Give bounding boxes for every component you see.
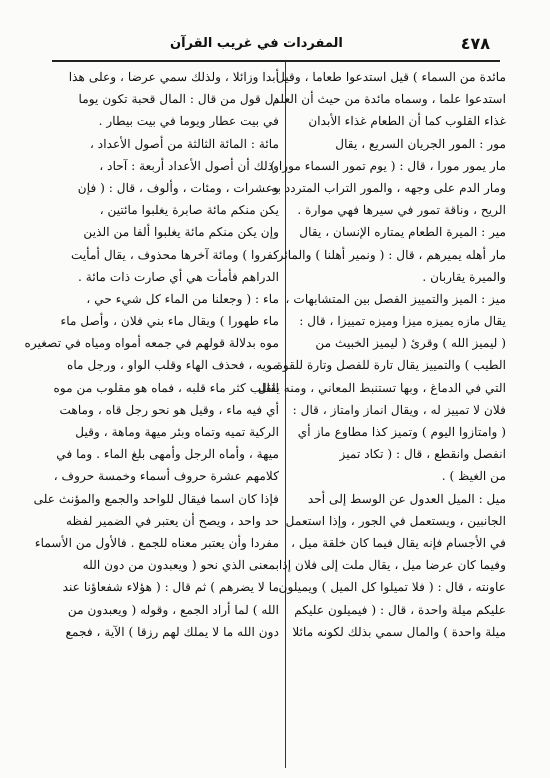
text-line: مائدة من السماء ) قيل استدعوا طعاما ، وقيل — [276, 70, 506, 84]
text-line: الجانبين ، ويستعمل في الجور ، وإذا استعمل — [285, 513, 506, 528]
text-line: بمعنى الذي نحو ( ويعبدون من دون الله — [82, 558, 279, 573]
text-line: ( وامتازوا اليوم ) وتميز كذا مطاوع ماز أي — [297, 425, 506, 439]
text-line: فلان لا تمييز له ، ويقال انماز وامتاز ، قال : — [292, 402, 506, 417]
text-line: ومار الدم على وجهه ، والمور التراب المتردد به — [271, 180, 506, 195]
text-line: مار يمور مورا ، قال : ( يوم تمور السماء مورا ) — [270, 158, 506, 173]
text-line: مويه ، فحذف الهاء وقلب الواو ، ورجل ماه — [66, 358, 279, 373]
text-line: مفردا وأن يعتبر معناه للجمع . فالأول من الأسماء — [34, 535, 279, 550]
text-line: التي في الدماغ ، وبها تستنبط المعاني ، ومنه يقال — [257, 380, 506, 395]
text-line: ماء : ( وجعلنا من الماء كل شيء حي ، — [86, 291, 279, 306]
text-line: الله ) لما أراد الجمع ، وقوله ( ويعبدون من — [67, 602, 279, 617]
text-line: ميل : الميل العدول عن الوسط إلى أحد — [307, 491, 506, 506]
text-line: وفيما كان عرضا ميل ، يقال ملت إلى فلان إذا — [278, 558, 506, 573]
text-line: ميلة واحدة ) والمال سمي بذلك لكونه مائلا — [292, 624, 506, 639]
text-line: عليكم ميلة واحدة ، قال : ( فيميلون عليكم — [294, 602, 506, 617]
text-line: ( ليميز الله ) وقرئ ( ليميز الخبيث من — [315, 336, 506, 351]
text-line: ميز : الميز والتمييز الفصل بين المتشابهات ، — [285, 291, 506, 306]
text-line: حد واحد ، ويصح أن يعتبر في الضمير لفظه — [66, 513, 279, 528]
text-line: أبدا وزائلا ، ولذلك سمي عرضا ، وعلى هذا — [68, 70, 279, 84]
text-line: في بيت عطار ويوما في بيت بيطار . — [98, 114, 279, 129]
text-line: عاونته ، قال : ( فلا تميلوا كل الميل ) ويميلون — [278, 580, 506, 595]
text-line: دل قول من قال : المال قحبة تكون يوما — [78, 92, 279, 107]
page-header — [60, 34, 490, 56]
running-title: المفردات في غريب القرآن — [170, 36, 343, 51]
right-column — [257, 66, 506, 643]
text-line: وعشرات ، ومئات ، وألوف ، قال : ( فإن — [77, 180, 279, 195]
text-line: ما لا يضرهم ) ثم قال : ( هؤلاء شفعاؤنا عند — [62, 580, 279, 595]
text-line: الركية تميه وتماه وبئر ميهة وماهة ، وقيل — [75, 425, 279, 439]
text-line: مور : المور الجريان السريع ، يقال — [335, 136, 506, 151]
text-line: يقال مازه يميزه ميزا وميزه تمييزا ، قال : — [299, 314, 506, 329]
text-line: استدعوا علما ، وسماه مائدة من حيث أن العلم — [272, 92, 506, 107]
left-column — [24, 66, 279, 643]
text-line: كلامهم عشرة حروف أسماء وخمسة حروف ، — [53, 469, 279, 484]
text-line: دون الله ما لا يملك لهم رزقا ) الآية ، فجمع — [65, 624, 279, 639]
text-line: انفصل وانقطع ، قال : ( تكاد تميز — [339, 447, 506, 462]
text-line: من الغيظ ) . — [441, 469, 506, 484]
text-line: الدراهم فأمأت هي أي صارت ذات مائة . — [78, 269, 279, 284]
text-line: مير : الميرة الطعام يمتاره الإنسان ، يقال — [299, 225, 506, 240]
text-line: ميهة ، وأماه الرجل وأمهى بلغ الماء . وما في — [56, 447, 279, 462]
page-number: ٤٧٨ — [460, 34, 490, 53]
text-line: غذاء القلوب كما أن الطعام غذاء الأبدان — [308, 114, 506, 129]
text-line: أي فيه ماء ، وقيل هو نحو رجل قاه ، وماهت — [59, 402, 279, 417]
text-line: والميرة يقاربان . — [422, 269, 506, 284]
text-line: مار أهله يميرهم ، قال : ( ونمير أهلنا ) والمائر — [277, 247, 506, 262]
text-line: يكن منكم مائة صابرة يغلبوا مائتين ، — [99, 203, 279, 218]
text-line: فإذا كان اسما فيقال للواحد والجمع والمؤنث على — [33, 491, 279, 506]
header-rule — [52, 60, 500, 62]
text-line: وإن يكن منكم مائة يغلبوا ألفا من الذين — [83, 225, 279, 240]
text-line: مائة : المائة الثالثة من أصول الأعداد ، — [89, 136, 279, 151]
text-line: الطيب ) والتمييز يقال تارة للفصل وتارة للقوة — [276, 358, 506, 373]
text-line: موه بدلالة قولهم في جمعه أمواه ومياه في تصغيره — [24, 336, 279, 351]
text-line: ماء طهورا ) ويقال ماء بني فلان ، وأصل ماء — [60, 314, 279, 329]
text-line: القلب كثر ماء قلبه ، فماه هو مقلوب من موه — [53, 380, 279, 395]
text-line: في الأجسام فإنه يقال فيما كان خلقة ميل ، — [291, 535, 506, 550]
text-line: الريح ، وناقة تمور في سيرها فهي موارة . — [297, 203, 506, 218]
text-line: كفروا ) ومائة آخرها محذوف ، يقال أمأيت — [70, 247, 279, 262]
text-line: وذلك أن أصول الأعداد أربعة : آحاد ، — [99, 158, 279, 173]
